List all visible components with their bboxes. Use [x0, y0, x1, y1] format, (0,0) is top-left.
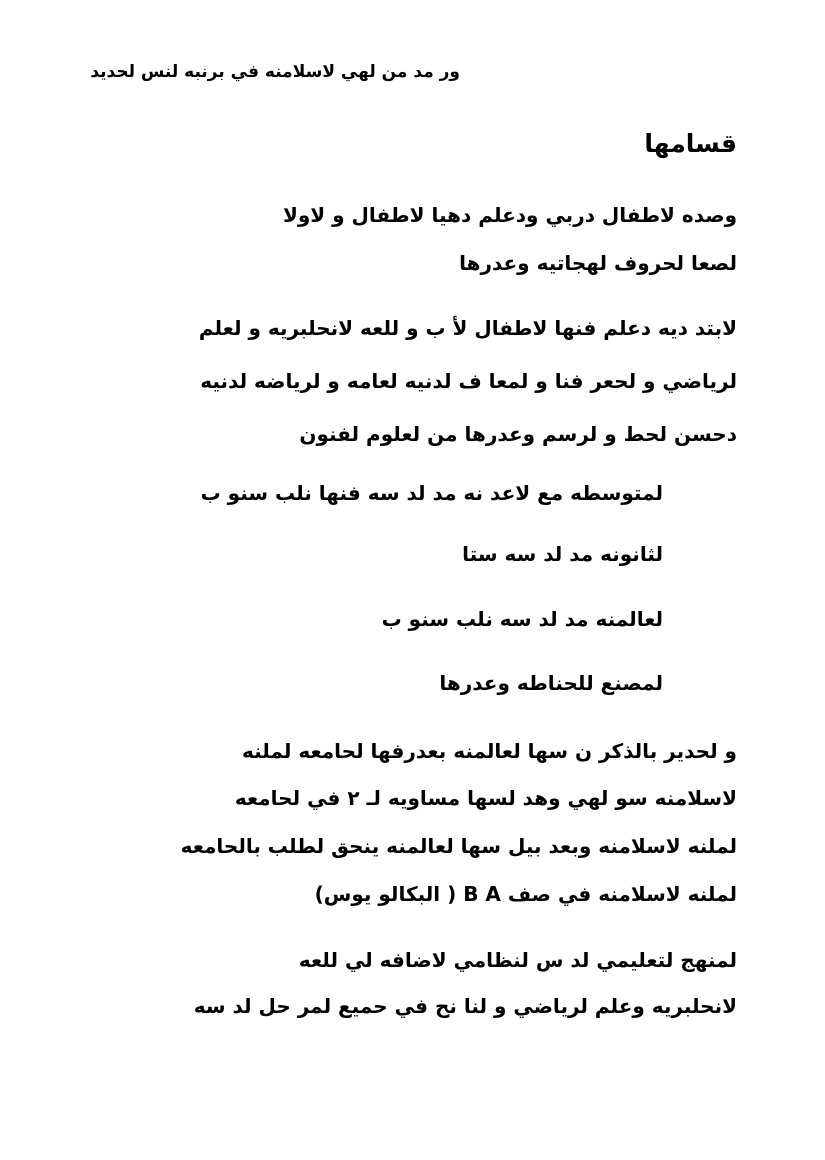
running-header: ور مد من لهي لاسلامنه في برنبه لنس لحديد [90, 62, 460, 82]
section-heading: قسامها [644, 129, 737, 158]
paragraph-4-line-2: لانحلبريه وعلم لرياضي و لنا نح في حميع لمر حل لد سه [193, 994, 737, 1018]
list-item-2: لثانونه مد لد سه ستا [462, 542, 663, 566]
paragraph-1-line-1: وصده لاطفال دربي ودعلم دهيا لاطفال و لاولا [282, 203, 737, 227]
paragraph-2-line-2: لرياضي و لحعر فنا و لمعا ف لدنيه لعامه و لرياضه لدنيه [200, 369, 737, 393]
paragraph-1-line-2: لصعا لحروف لهجاتيه وعدرها [459, 251, 737, 275]
paragraph-2-line-3: دحسن لحط و لرسم وعدرها من لعلوم لفنون [299, 422, 737, 446]
list-item-3: لعالمنه مد لد سه نلب سنو ب [381, 607, 663, 631]
paragraph-3-line-2: لاسلامنه سو لهي وهد لسها مساويه لـ ٢ في لحامعه [234, 786, 737, 810]
paragraph-3-line-3: لملنه لاسلامنه وبعد بيل سها لعالمنه ينحق لطلب بالحامعه [180, 834, 737, 858]
paragraph-2-line-1: لابتد ديه دعلم فنها لاطفال لأ ب و للعه لانحلبريه و لعلم [198, 316, 737, 340]
list-item-1: لمتوسطه مع لاعد نه مد لد سه فنها نلب سنو ب [200, 481, 663, 505]
list-item-4: لمصنع للحناطه وعدرها [439, 671, 663, 695]
paragraph-3-line-1: و لحدير بالذكر ن سها لعالمنه بعدرفها لحامعه لملنه [242, 739, 737, 763]
paragraph-4-line-1: لمنهج لتعليمي لد س لنظامي لاضافه لي للعه [298, 948, 737, 972]
paragraph-3-line-4: لملنه لاسلامنه في صف B A ( البكالو يوس) [314, 882, 737, 906]
